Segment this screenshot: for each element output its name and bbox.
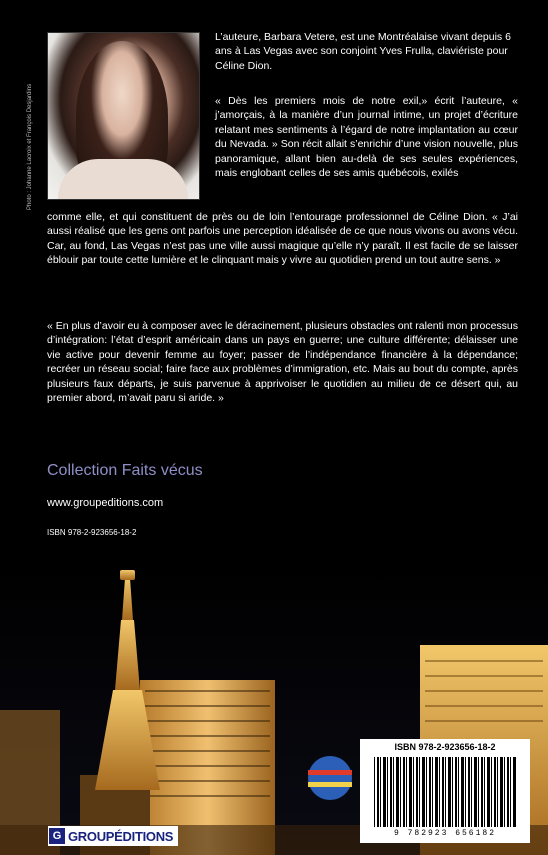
montgolfier-balloon (308, 756, 352, 800)
author-portrait-shoulders (58, 159, 188, 199)
barcode-bars (374, 757, 516, 827)
photo-credit-text: Photo : Johanne Lacroix et François Desjardins (27, 83, 33, 210)
quote1-paragraph-part-b: comme elle, et qui constituent de près ou de loin l’entourage professionnel de Céline Dion. « J’ai aussi réalisé que les gens ont parfois une perception idéalisée de ce que nous vivons ou avons vécu. Car, au fond, Las Vegas n’est pas une ville aussi magique qu’elle n’y paraît. Il est facile de se laisser éblouir par toute cette lumière et le clinquant mais y vivre au quotidien prend un tout autre sens. » (47, 211, 518, 267)
publisher-name: GROUPÉDITIONS (68, 828, 174, 844)
photo-credit (27, 40, 37, 210)
barcode-isbn-label: ISBN 978-2-923656-18-2 (394, 742, 496, 752)
barcode-box (360, 739, 530, 843)
isbn-text: ISBN 978-2-923656-18-2 (47, 528, 137, 537)
publisher-logo-icon: G (49, 828, 65, 844)
website-link[interactable]: www.groupeditions.com (47, 497, 164, 509)
author-photo (47, 32, 200, 200)
publisher-logo (48, 826, 178, 846)
intro-paragraph: L’auteure, Barbara Vetere, est une Montréalaise vivant depuis 6 ans à Las Vegas avec son conjoint Yves Frulla, claviériste pour Céline Dion. (215, 31, 511, 72)
barcode-digits: 9 782923 656182 (393, 829, 496, 838)
quote2-paragraph: « En plus d’avoir eu à composer avec le déracinement, plusieurs obstacles ont ralenti mon processus d’intégration: l’état d’esprit américain dans un pays en guerre; une culture différente; délaisser une vie active pour devenir femme au foyer; passer de l’indépendance financière à la dépendance; recréer un réseau social; faire face aux problèmes d’immigration, etc. Mais au bout du compte, après plusieurs faux départs, je suis parvenue à apprivoiser le quotidien au milieu de ce désert qui, au premier abord, m’avait paru si aride. » (47, 320, 518, 405)
quote1-paragraph-part-a: « Dès les premiers mois de notre exil,» écrit l’auteure, « j’amorçais, à la manière d’un journal intime, un projet d’écriture relatant mes sentiments à l’égard de notre implantation au cœur du Nevada. » Son récit allait s’enrichir d’une vision nouvelle, plus panoramique, allant bien au-delà de ses seules expériences, mais englobant celles de ses amis québécois, exilés (215, 95, 518, 180)
collection-title: Collection Faits vécus (47, 462, 203, 479)
